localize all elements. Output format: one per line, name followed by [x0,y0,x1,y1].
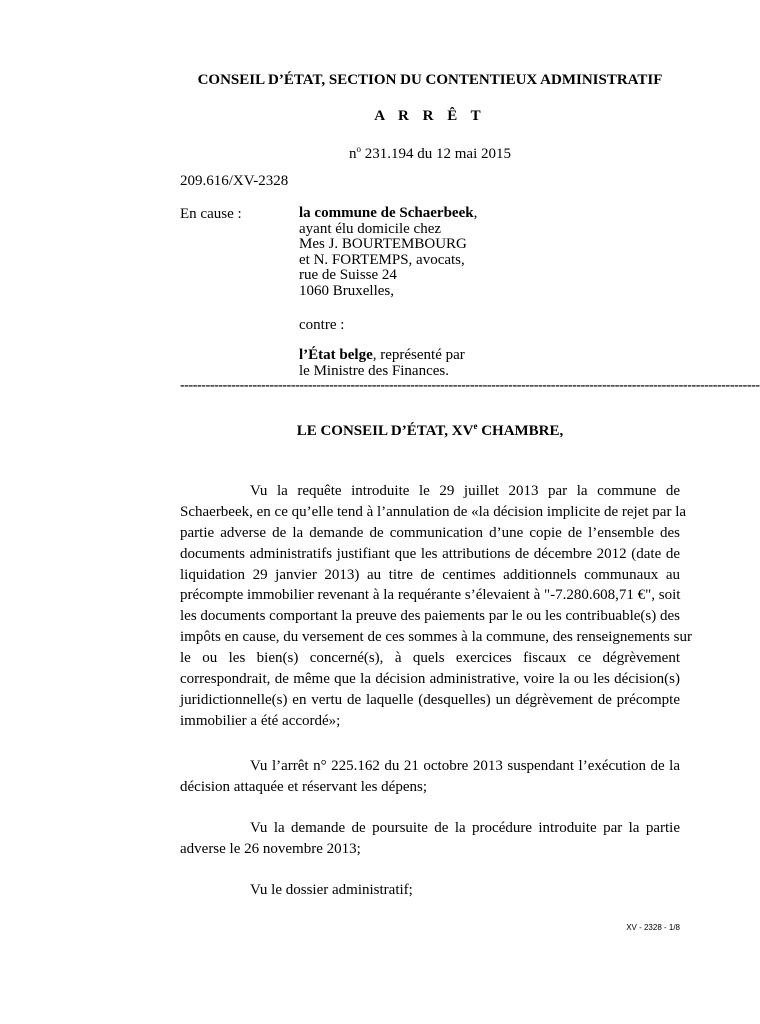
applicant-comma: , [473,205,478,221]
court-title: CONSEIL D’ÉTAT, SECTION DU CONTENTIEUX ADMINISTRATIF [197,72,663,88]
decision-number [180,140,680,164]
paragraph-line: les documents comportant la preuve des paiements par le ou les contribuable(s) des [180,608,680,625]
paragraph-line: immobilier a été accordé»; [180,712,341,729]
applicant-line: 1060 Bruxelles, [299,282,394,299]
paragraph-requete [180,481,692,732]
respondent-line: le Ministre des Finances. [299,362,449,379]
chamber-superscript: e [473,421,478,431]
paragraph-line: liquidation 29 janvier 2013) au titre de centimes additionnels communaux au [180,566,680,583]
number-prefix: n [349,146,357,162]
paragraph-line: adverse le 26 novembre 2013; [180,840,361,857]
applicant-line: ayant élu domicile chez [299,220,442,237]
paragraph-poursuite [180,818,680,860]
paragraph-line: le ou les bien(s) concerné(s), à quels exercices fiscaux ce dégrèvement [180,650,680,667]
paragraph-line: juridictionnelle(s) en vertu de laquelle (desquelles) un dégrèvement de précompte [180,691,680,708]
paragraph-line: correspondrait, de même que la décision administrative, voire la ou les décision(s) [180,671,680,688]
paragraph-line: impôts en cause, du versement de ces sommes à la commune, des renseignements sur [180,629,692,646]
number-superscript: o [356,144,361,154]
respondent-suffix: , représenté par [372,347,465,363]
paragraph-line: documents administratifs justifiant que les attributions de décembre 2012 (date de [180,545,680,562]
paragraph-line: décision attaquée et réservant les dépens; [180,778,427,795]
respondent-name: l’État belge [299,347,373,363]
chamber-heading [180,421,680,440]
paragraph-line: Schaerbeek, en ce qu’elle tend à l’annulation de «la décision implicite de rejet par la [180,503,687,520]
paragraph-line: Vu la requête introduite le 29 juillet 2013 par la commune de [250,483,680,499]
chamber-suffix: CHAMBRE, [477,423,564,439]
role-number: 209.616/XV-2328 [180,173,289,189]
number-date: 231.194 du 12 mai 2015 [361,146,511,162]
paragraph-line: Vu l’arrêt n° 225.162 du 21 octobre 2013 suspendant l’exécution de la [250,758,680,774]
paragraph-dossier [180,880,680,901]
paragraph-line: précompte immobilier revenant à la requérante s’élevaient à "-7.280.608,71 €", soit [180,587,681,604]
chamber-prefix: LE CONSEIL D’ÉTAT, XV [296,423,474,439]
en-cause-label: En cause : [180,206,242,222]
applicant-line: rue de Suisse 24 [299,267,397,283]
paragraph-line: Vu la demande de poursuite de la procédure introduite par la partie [250,820,680,836]
paragraph-line: partie adverse de la demande de communication d’une copie de l’ensemble des [180,524,680,541]
separator-line: ---------------------------------------------------------------------------------------------------------------------------------------- [180,378,760,393]
respondent-block [299,348,465,379]
contre-label: contre : [299,317,345,333]
paragraph-line: Vu le dossier administratif; [250,882,413,898]
document-type-heading: A R R Ê T [374,108,486,124]
page-footer: XV - 2328 - 1/8 [626,923,680,932]
applicant-block [299,206,477,299]
paragraph-arret [180,756,680,798]
applicant-line: Mes J. BOURTEMBOURG [299,236,467,252]
applicant-name: la commune de Schaerbeek [299,205,474,221]
applicant-line: et N. FORTEMPS, avocats, [299,251,465,268]
